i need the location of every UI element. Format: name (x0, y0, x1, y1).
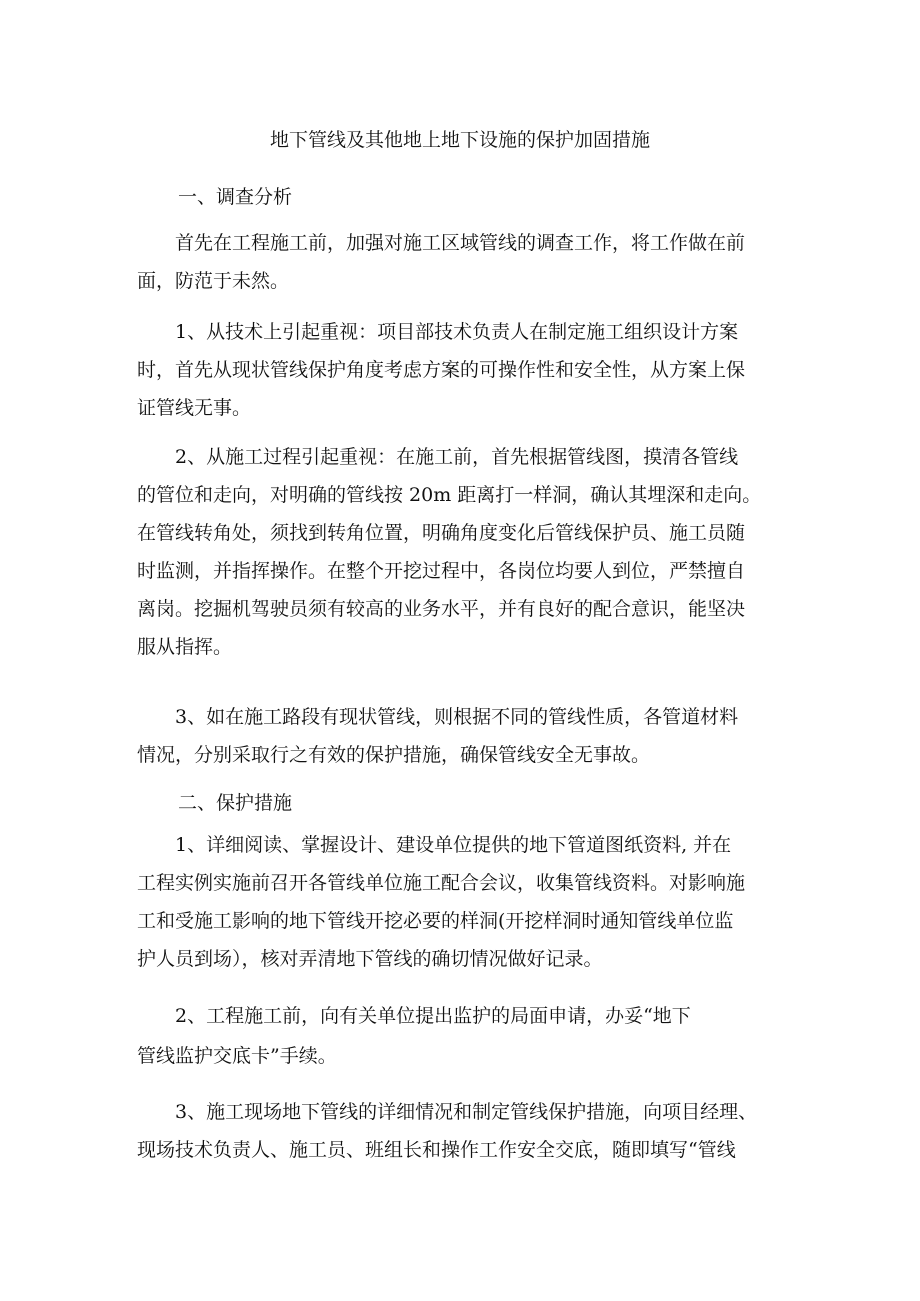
paragraph-line: 管线监护交底卡”手续。 (137, 1045, 337, 1067)
paragraph-line: 现场技术负责人、施工员、班组长和操作工作安全交底，随即填写“管线 (137, 1139, 736, 1161)
paragraph-line: 3、如在施工路段有现状管线，则根据不同的管线性质，各管道材料 (137, 706, 739, 728)
paragraph-technical (137, 313, 777, 427)
paragraph-line: 服从指挥。 (137, 636, 233, 658)
paragraph-line: 时，首先从现状管线保护角度考虑方案的可操作性和安全性，从方案上保 (137, 359, 746, 381)
paragraph-briefing (137, 1093, 777, 1169)
paragraph-line: 情况，分别采取行之有效的保护措施，确保管线安全无事故。 (137, 744, 651, 766)
paragraph-line: 的管位和走向，对明确的管线按 20m 距离打一样洞，确认其埋深和走向。 (137, 484, 762, 506)
paragraph-line: 工和受施工影响的地下管线开挖必要的样洞(开挖样洞时通知管线单位监 (137, 910, 734, 932)
section-heading-protection: 二、保护措施 (178, 792, 293, 814)
paragraph-line: 3、施工现场地下管线的详细情况和制定管线保护措施，向项目经理、 (137, 1101, 758, 1123)
paragraph-process (137, 438, 777, 666)
paragraph-line: 首先在工程施工前，加强对施工区域管线的调查工作，将工作做在前 (137, 232, 746, 254)
paragraph-line: 工程实例实施前召开各管线单位施工配合会议，收集管线资料。对影响施 (137, 872, 746, 894)
paragraph-line: 面，防范于未然。 (137, 270, 290, 292)
paragraph-line: 2、工程施工前，向有关单位提出监护的局面申请，办妥“地下 (137, 1005, 691, 1027)
paragraph-application (137, 996, 777, 1076)
paragraph-line: 护人员到场），核对弄清地下管线的确切情况做好记录。 (137, 948, 603, 970)
paragraph-existing-pipes (137, 698, 777, 774)
paragraph-intro (137, 224, 777, 300)
paragraph-drawings (137, 826, 777, 978)
section-heading-survey: 一、调查分析 (178, 186, 293, 208)
paragraph-line: 1、从技术上引起重视：项目部技术负责人在制定施工组织设计方案 (137, 321, 739, 343)
paragraph-line: 在管线转角处，须找到转角位置，明确角度变化后管线保护员、施工员随 (137, 522, 746, 544)
document-title: 地下管线及其他地上地下设施的保护加固措施 (269, 129, 650, 151)
paragraph-line: 离岗。挖掘机驾驶员须有较高的业务水平，并有良好的配合意识，能坚决 (137, 598, 746, 620)
paragraph-line: 证管线无事。 (137, 397, 252, 419)
paragraph-line: 1、详细阅读、掌握设计、建设单位提供的地下管道图纸资料, 并在 (137, 834, 732, 856)
paragraph-line: 时监测，并指挥操作。在整个开挖过程中，各岗位均要人到位，严禁擅自 (137, 560, 746, 582)
paragraph-line: 2、从施工过程引起重视：在施工前，首先根据管线图，摸清各管线 (137, 446, 739, 468)
